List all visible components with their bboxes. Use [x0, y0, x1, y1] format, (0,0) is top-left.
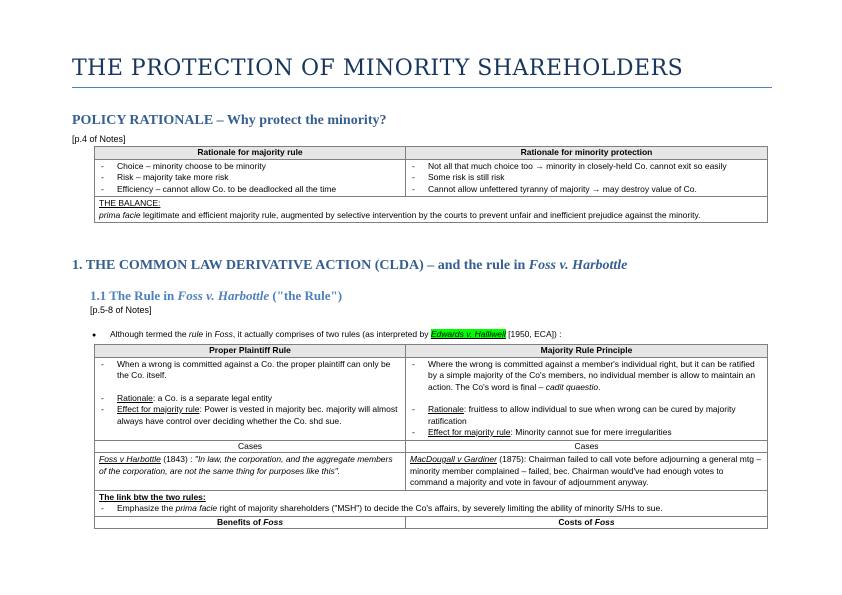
majority-principle-cell	[406, 357, 768, 440]
effect-label: Effect for majority rule	[117, 404, 200, 414]
bullet-text: [1950, ECA]) :	[505, 329, 562, 339]
list-item	[410, 404, 763, 427]
bullet-foss-word: Foss	[214, 329, 233, 339]
bullet-icon: ●	[92, 332, 97, 339]
link-text: right of majority shareholders ("MSH") to decide the Co's affairs, by severely limiting the ability of minority S/Hs to sue.	[217, 503, 663, 513]
case-year: (1843) :	[160, 454, 195, 464]
subsection-heading-tail: ("the Rule")	[269, 288, 343, 303]
policy-table	[94, 146, 768, 223]
section1-heading-case: Foss v. Harbottle	[528, 258, 628, 273]
rationale-text: : a Co. is a separate legal entity	[152, 392, 272, 403]
minority-protection-cell	[406, 159, 768, 197]
section1-heading	[72, 258, 627, 274]
cases-header-left: Cases	[95, 440, 406, 453]
case-quote: "In law, the corporation, and the aggregate members of the corporation, are not the same thing for purposes like this".	[99, 454, 393, 476]
title-divider	[72, 87, 772, 88]
section1-heading-text: 1. THE COMMON LAW DERIVATIVE ACTION (CLDA) – and the rule in	[72, 258, 529, 273]
list-item: - Some risk is still risk	[410, 172, 763, 184]
list-item	[410, 427, 763, 439]
list-item	[410, 359, 763, 394]
bullet-text: , it actually comprises of two rules (as interpreted by	[232, 329, 431, 339]
rationale-label: Rationale	[428, 404, 464, 414]
list-item: - Efficiency – cannot allow Co. to be deadlocked all the time	[99, 184, 401, 196]
document-title: THE PROTECTION OF MINORITY SHAREHOLDERS	[72, 56, 684, 81]
subsection-heading-case: Foss v. Harbottle	[177, 288, 270, 303]
list-item	[99, 503, 763, 515]
case-macdougall-cell	[406, 453, 768, 491]
effect-text: : Minority cannot sue for mere irregularities	[510, 427, 672, 437]
policy-heading: POLICY RATIONALE – Why protect the minority?	[72, 113, 387, 128]
rationale-label: Rationale	[117, 392, 153, 403]
subsection-heading	[90, 288, 342, 304]
cases-header-right: Cases	[406, 440, 768, 453]
benefits-header	[95, 516, 406, 529]
bullet-text: in	[203, 329, 215, 339]
highlighted-case: Edwards v. Halliwell	[430, 329, 506, 339]
balance-cell	[95, 197, 768, 223]
list-item: - Risk – majority take more risk	[99, 172, 401, 184]
case-text: (1875): Chairman failed to call vote before adjourning a general mtg – minority member complained – failed, bec. Chairman would've had enough votes to command a majority and vote in favour of adjournment anyway.	[410, 454, 762, 487]
rationale-text: : fruitless to allow individual to sue when wrong can be cured by majority ratification	[428, 404, 736, 426]
rule-intro-bullet	[92, 329, 562, 339]
link-cell	[95, 490, 768, 516]
case-name: MacDougall v Gardiner	[410, 454, 497, 464]
balance-text	[99, 210, 763, 222]
majority-rule-header: Rationale for majority rule	[95, 147, 406, 160]
subsection-heading-text: 1.1 The Rule in	[90, 288, 178, 303]
costs-label: Costs of	[558, 516, 595, 527]
link-text: Emphasize the	[117, 503, 176, 513]
balance-label: THE BALANCE:	[99, 198, 161, 208]
majority-rule-principle-header: Majority Rule Principle	[406, 345, 768, 358]
balance-italic: prima facie	[99, 209, 141, 220]
effect-label: Effect for majority rule	[428, 427, 511, 437]
case-name: Foss v Harbottle	[99, 454, 161, 464]
effect-text: : Power is vested in majority bec. majority will almost always have control over deciding whether the Co. shd sue.	[117, 404, 398, 426]
bullet-rule-word: rule	[188, 329, 204, 339]
proper-plaintiff-header: Proper Plaintiff Rule	[95, 345, 406, 358]
proper-plaintiff-cell	[95, 357, 406, 440]
list-item: - Cannot allow unfettered tyranny of majority → may destroy value of Co.	[410, 184, 763, 196]
link-label: The link btw the two rules:	[99, 491, 206, 502]
majority-rule-cell	[95, 159, 406, 197]
list-item: - Choice – minority choose to be minority	[99, 161, 401, 173]
section1-notes-ref: [p.5-8 of Notes]	[90, 305, 152, 315]
costs-case: Foss	[594, 516, 615, 527]
benefits-label: Benefits of	[216, 516, 264, 527]
bullet-text: Although termed the	[110, 329, 189, 339]
minority-protection-header: Rationale for minority protection	[406, 147, 768, 160]
balance-body: legitimate and efficient majority rule, augmented by selective intervention by the courts to prevent unfair and inefficient prejudice against the minority.	[140, 209, 701, 220]
principle-end: .	[598, 381, 601, 392]
costs-header	[406, 516, 768, 529]
policy-notes-ref: [p.4 of Notes]	[72, 134, 126, 144]
foss-rule-table	[94, 344, 768, 529]
list-item: - Not all that much choice too → minority in closely-held Co. cannot exit so easily	[410, 161, 763, 173]
list-item	[99, 404, 401, 427]
list-item	[99, 393, 401, 405]
benefits-case: Foss	[263, 516, 284, 527]
principle-text: Where the wrong is committed against a member's individual right, but it can be ratified by a simple majority of the Co's members, no individual member is allow to maintain an action. The Co's word is final –	[428, 358, 756, 392]
list-item: - When a wrong is committed against a Co. the proper plaintiff can only be the Co. itself.	[99, 359, 401, 382]
case-foss-cell	[95, 453, 406, 491]
link-italic: prima facie	[175, 503, 218, 513]
principle-italic: cadit quaestio	[545, 381, 599, 392]
